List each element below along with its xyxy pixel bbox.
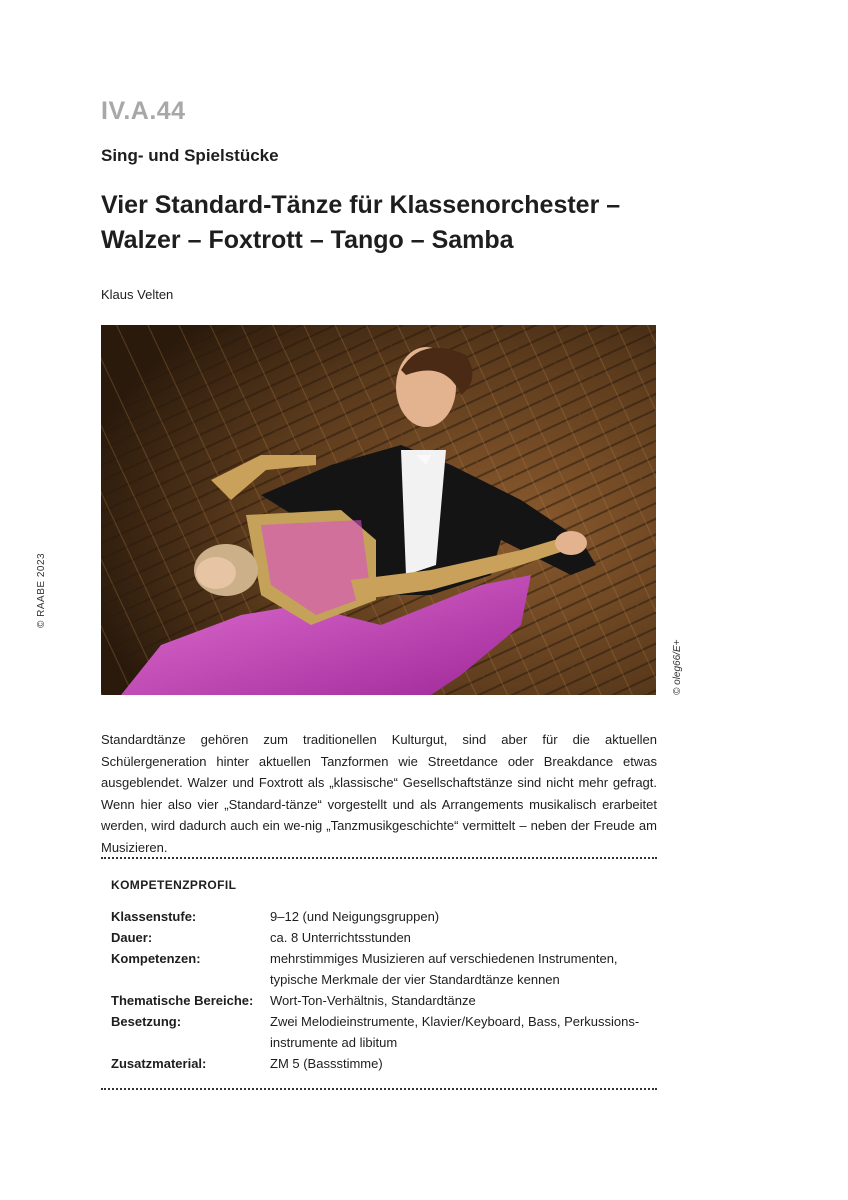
profile-value (270, 948, 651, 990)
profile-label: Klassenstufe: (111, 909, 197, 924)
profile-value-line: Wort-Ton-Verhältnis, Standardtänze (270, 993, 476, 1008)
series-heading: Sing- und Spielstücke (101, 146, 279, 165)
divider-bottom (101, 1088, 657, 1090)
copyright-note: © RAABE 2023 (36, 552, 47, 628)
profile-value (270, 990, 651, 1011)
title-line-1: Vier Standard-Tänze für Klassenorchester – (101, 191, 621, 219)
intro-paragraph: Standardtänze gehören zum traditionellen Kulturgut, sind aber für die aktuellen Schülergeneration hinter aktuellen Tanzformen wie Streetdance oder Breakdance etwas ausgeblendet. Walzer und Foxtrott als „klassische“ Gesellschaftstänze sind nicht mehr gefragt. Wenn hier also vier „Standard-tänze“ vorgestellt und als Arrangements musikalisch erarbeitet werden, wird dadurch auch ein we-nig „Tanzmusikgeschichte“ vermittelt – neben der Freude am Musizieren. (101, 732, 657, 855)
document-title (101, 188, 701, 258)
author-name: Klaus Velten (101, 287, 174, 302)
photo-credit: © oleg66/E+ (672, 639, 683, 695)
title-line-2: Walzer – Foxtrott – Tango – Samba (101, 226, 514, 254)
divider-top (101, 857, 657, 859)
profile-value-line: ca. 8 Unterrichtsstunden (270, 930, 411, 945)
profile-value (270, 1011, 651, 1053)
profile-value-line: mehrstimmiges Musizieren auf verschiedenen Instrumenten, (270, 951, 618, 966)
profile-value (270, 1053, 651, 1074)
profile-label: Dauer: (111, 930, 153, 945)
profile-label: Thematische Bereiche: (111, 993, 254, 1008)
profile-label: Kompetenzen: (111, 951, 201, 966)
profile-label: Zusatzmaterial: (111, 1056, 207, 1071)
profile-row-duration (111, 927, 651, 948)
competence-profile-heading: KOMPETENZPROFIL (111, 878, 237, 892)
profile-value-line: 9–12 (und Neigungsgruppen) (270, 909, 440, 924)
profile-value-line: Zwei Melodieinstrumente, Klavier/Keyboard, Bass, Perkussions- (270, 1014, 640, 1029)
profile-row-competences (111, 948, 651, 990)
profile-value (270, 906, 651, 927)
profile-value-line: typische Merkmale der vier Standardtänze kennen (270, 972, 560, 987)
profile-label: Besetzung: (111, 1014, 182, 1029)
profile-value-line: ZM 5 (Bassstimme) (270, 1056, 383, 1071)
profile-value-line: instrumente ad libitum (270, 1035, 398, 1050)
photo-illustration (101, 325, 656, 695)
dance-couple-photo (101, 325, 656, 695)
competence-profile-table (111, 906, 651, 1074)
profile-row-instrumentation (111, 1011, 651, 1053)
document-code: IV.A.44 (101, 97, 186, 125)
profile-row-extra-material (111, 1053, 651, 1074)
profile-row-topics (111, 990, 651, 1011)
profile-value (270, 927, 651, 948)
profile-row-grade (111, 906, 651, 927)
